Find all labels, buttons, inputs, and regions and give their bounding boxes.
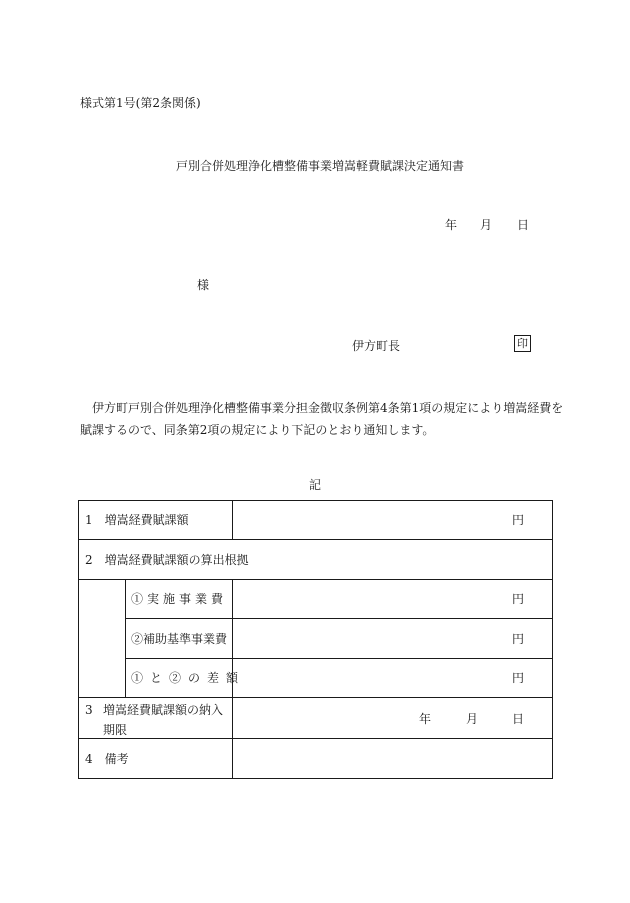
date-month-label: 月	[480, 218, 493, 232]
date-year-label: 年	[445, 218, 458, 232]
table-rule	[125, 658, 553, 659]
row2c-unit: 円	[512, 671, 525, 685]
notice-body-line: 伊方町戸別合併処理浄化槽整備事業分担金徴収条例第4条第1項の規定により増嵩経費を	[92, 401, 564, 415]
table-border	[552, 500, 553, 779]
date-day-label: 日	[517, 218, 530, 232]
row2a-label: ①実施事業費	[131, 592, 228, 606]
row2-label: 2 増嵩経費賦課額の算出根拠	[85, 553, 249, 567]
table-rule	[78, 539, 553, 540]
notice-body-line: 賦課するので、同条第2項の規定により下記のとおり通知します。	[80, 423, 435, 437]
table-border	[78, 500, 553, 501]
document-title: 戸別合併処理浄化槽整備事業増嵩軽費賦課決定通知書	[176, 159, 465, 173]
row3-day: 日	[512, 712, 525, 726]
row3-number: 3	[85, 703, 93, 717]
row2b-label: ②補助基準事業費	[131, 632, 228, 646]
table-rule	[78, 579, 553, 580]
table-rule	[78, 738, 553, 739]
table-rule	[232, 500, 233, 540]
row2c-label: ①と②の差額	[131, 671, 246, 685]
row1-unit: 円	[512, 513, 525, 527]
table-border	[78, 778, 553, 779]
detail-table	[78, 500, 553, 779]
row3-year: 年	[419, 712, 432, 726]
notice-body	[80, 397, 564, 441]
ki-heading: 記	[309, 478, 322, 492]
table-border	[78, 500, 79, 779]
row3-label-cont: 期限	[103, 723, 128, 737]
table-rule	[125, 618, 553, 619]
row3-month: 月	[466, 712, 479, 726]
form-number: 様式第1号(第2条関係)	[80, 96, 201, 110]
row3-label: 増嵩経費賦課額の納入	[103, 703, 224, 717]
row2b-unit: 円	[512, 632, 525, 646]
recipient-suffix: 様	[197, 278, 210, 292]
row2a-unit: 円	[512, 592, 525, 606]
table-rule	[125, 579, 126, 698]
issuer-name: 伊方町長	[352, 339, 401, 353]
table-rule	[78, 697, 553, 698]
row1-label: 1 増嵩経費賦課額	[85, 513, 189, 527]
row4-label: 4 備考	[85, 752, 129, 766]
seal-mark: 印	[514, 335, 531, 352]
